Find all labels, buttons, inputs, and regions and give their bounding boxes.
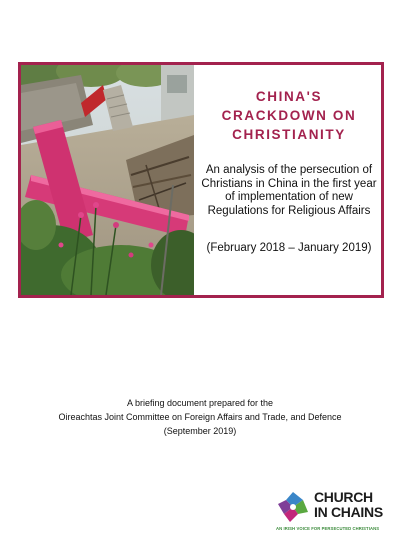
- briefing-statement: [20, 396, 380, 438]
- briefing-line-1: A briefing document prepared for the: [126, 398, 274, 408]
- logo-text-in-chains: IN CHAINS: [314, 504, 383, 520]
- document-title: CHINA'S CRACKDOWN ON CHRISTIANITY: [221, 89, 357, 142]
- reporting-period: (February 2018 – January 2019): [206, 242, 372, 254]
- logo-tagline: AN IRISH VOICE FOR PERSECUTED CHRISTIANS: [276, 526, 380, 531]
- briefing-line-3: (September 2019): [163, 426, 237, 436]
- church-in-chains-logo: [276, 488, 396, 538]
- cover-photo-demolished-cross: [21, 65, 194, 295]
- logo-text-church: CHURCH: [314, 489, 373, 505]
- cover-text-block: [197, 65, 381, 295]
- document-subtitle: An analysis of the persecution of Christians in China in the first year of implementation of new Regulations for Religious Affairs: [201, 164, 377, 217]
- logo-mark-icon: [276, 490, 310, 524]
- briefing-line-2: Oireachtas Joint Committee on Foreign Affairs and Trade, and Defence: [58, 412, 342, 422]
- cover-photo-illustration: [21, 65, 194, 295]
- cover-panel: [18, 62, 384, 298]
